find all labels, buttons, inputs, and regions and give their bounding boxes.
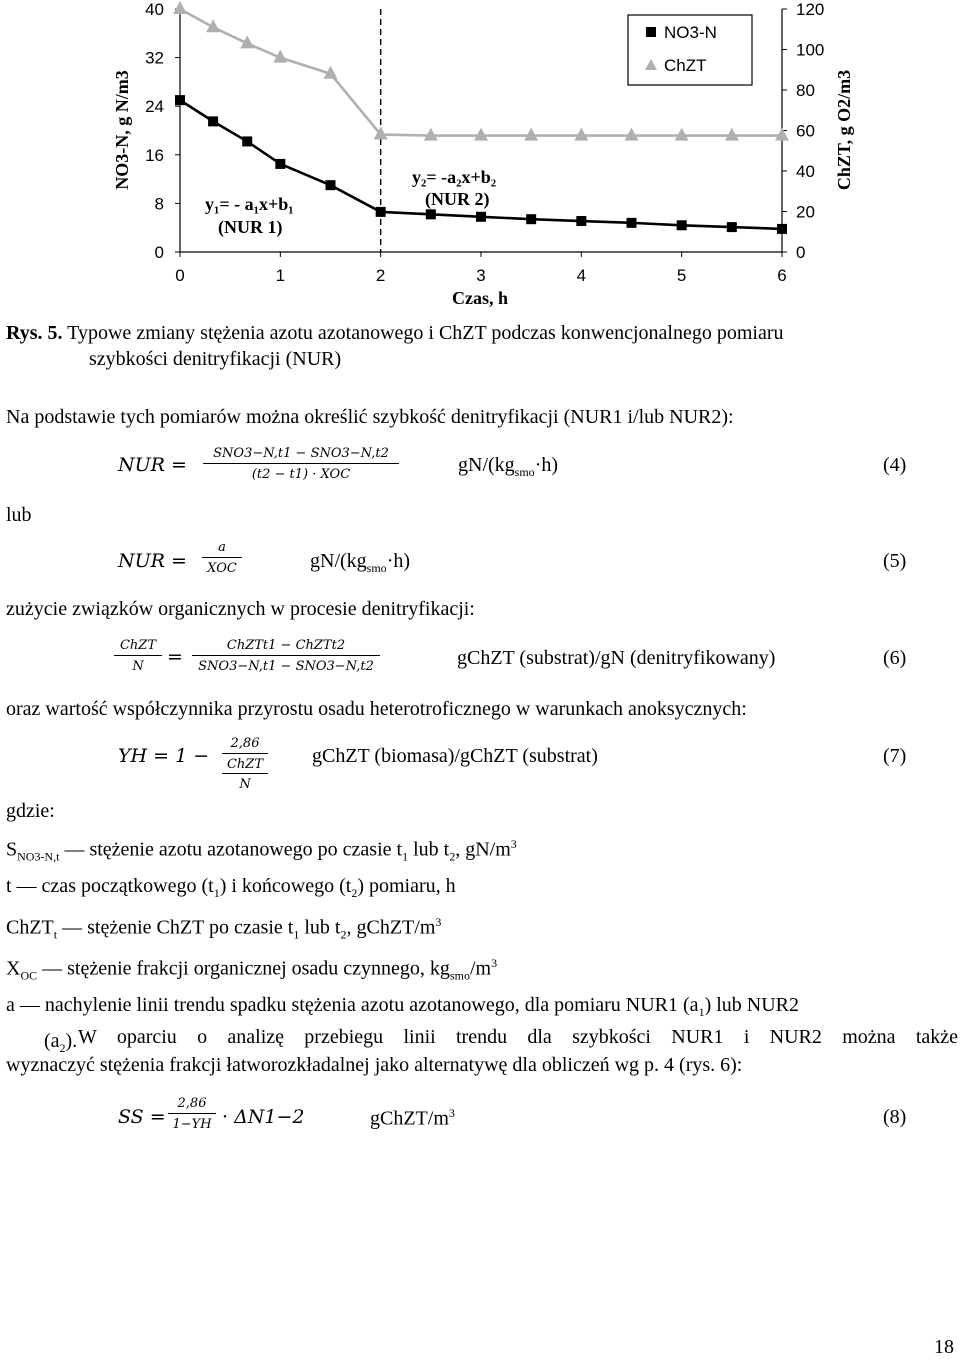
- eq8-number: (8): [883, 1106, 907, 1128]
- x-tick-label: 5: [676, 266, 687, 285]
- eq5-lhs: NUR =: [118, 550, 187, 572]
- eq8-fraction: [168, 1096, 216, 1132]
- eq4-fraction: [203, 446, 399, 482]
- eq4-unit: $gN/(kg_{smo}\cdot h)$: [458, 454, 559, 479]
- x-tick-label: 1: [275, 266, 286, 285]
- y-right-tick-label: 80: [796, 81, 815, 100]
- y-right-tick-label: 60: [796, 121, 815, 141]
- y-left-tick-label: 24: [145, 97, 164, 117]
- y-right-tick-label: 40: [796, 162, 815, 181]
- y-left-axis-label: NO3-N, g N/m3: [112, 70, 132, 190]
- annotation-nur1-equation: y₁= - a₁x+b₁: [205, 194, 294, 214]
- eq5-number: (5): [883, 550, 907, 572]
- eq8-denominator: 1−YH: [172, 1117, 212, 1132]
- chzt-data-point: [725, 128, 739, 141]
- paragraph-final-line1: W oparciu o analizę przebiegu linii trendu dla szybkości NUR1 i NUR2 można także: [78, 1026, 958, 1048]
- eq7-numerator: 2,86: [222, 736, 268, 754]
- eq6-equals: =: [167, 646, 183, 668]
- figure-caption: [6, 320, 784, 372]
- no3n-data-point: [526, 214, 536, 224]
- y-left-tick-label: 32: [145, 48, 164, 68]
- y-right-tick-label: 20: [796, 202, 815, 222]
- no3n-data-point: [627, 218, 637, 228]
- no3n-data-point: [208, 116, 218, 126]
- gdzie-label: gdzie:: [6, 800, 55, 822]
- y-right-axis-label: ChZT, g O2/m3: [834, 69, 854, 191]
- chzt-data-point: [424, 128, 438, 141]
- eq6-fraction: [192, 638, 380, 674]
- eq8-unit: gChZT/$m^3$: [370, 1106, 455, 1130]
- eq5-denominator: XOC: [207, 561, 237, 576]
- y-left-tick-label: 16: [145, 145, 164, 165]
- no3n-data-point: [426, 209, 436, 219]
- x-tick-label: 2: [375, 266, 386, 285]
- definition-a-cont: $(a_2)$.: [44, 1029, 78, 1055]
- eq4-number: (4): [883, 454, 907, 476]
- no3n-data-point: [376, 207, 386, 217]
- eq6-denominator: SNO3−N,t1 − SNO3−N,t2: [198, 659, 374, 674]
- y-right-tick-label: 0: [796, 243, 806, 262]
- page-number: 18: [934, 1336, 954, 1358]
- annotation-nur2-label: (NUR 2): [425, 189, 490, 209]
- legend-marker-no3n: [646, 27, 656, 37]
- no3n-data-point: [476, 212, 486, 222]
- no3n-data-point: [175, 95, 185, 105]
- caption-label: Rys. 5.: [6, 322, 63, 344]
- chzt-data-point: [775, 128, 789, 141]
- no3n-data-point: [777, 224, 787, 234]
- no3n-data-point: [727, 222, 737, 232]
- definition-chzt: ChZT$_t$ — stężenie ChZT po czasie $t_1$ lub $t_2$, gChZT/$m^3$: [6, 914, 442, 942]
- chzt-data-point: [625, 128, 639, 141]
- chzt-data-point: [524, 128, 538, 141]
- no3n-data-point: [326, 180, 336, 190]
- eq6-numerator: ChZTt1 − ChZTt2: [192, 638, 380, 656]
- eq6-number: (6): [883, 647, 907, 669]
- eq5-unit: $gN/(kg_{smo}\cdot h)$: [310, 550, 411, 575]
- legend-label-chzt: ChZT: [664, 56, 707, 75]
- no3n-data-point: [576, 216, 586, 226]
- y-left-tick-label: 0: [154, 243, 164, 262]
- caption-text-line1: Typowe zmiany stężenia azotu azotanowego i ChZT podczas konwencjonalnego pomiaru: [67, 322, 784, 344]
- definition-t: t — czas początkowego $(t_1)$ i końcowego $(t_2)$ pomiaru, h: [6, 874, 456, 900]
- eq7-unit: gChZT (biomasa)/gChZT (substrat): [312, 745, 598, 767]
- y-right-tick-label: 100: [796, 40, 825, 60]
- eq4-denominator: (t2 − t1) · XOC: [251, 467, 351, 482]
- x-tick-label: 0: [175, 266, 185, 285]
- definition-snon: $S_{NO3-N,t}$ — stężenie azotu azotanowego po czasie $t_1$ lub $t_2$, $gN/m^3$: [6, 837, 517, 864]
- definition-xoc: $X_{OC}$ — stężenie frakcji organicznej osadu czynnego, $kg_{smo}/m^3$: [6, 956, 498, 983]
- eq4-numerator: SNO3−N,t1 − SNO3−N,t2: [203, 446, 399, 464]
- x-tick-label: 4: [576, 266, 587, 285]
- legend-label-no3n: NO3-N: [664, 23, 717, 42]
- eq8-lhs: SS =: [118, 1106, 166, 1128]
- y-right-tick-label: 120: [796, 0, 825, 19]
- y-left-tick-label: 8: [154, 194, 164, 214]
- paragraph-oraz: oraz wartość współczynnika przyrostu osadu heterotroficznego w warunkach anoksycznych:: [6, 698, 747, 720]
- no3n-data-point: [275, 159, 285, 169]
- nur-chart: [0, 0, 960, 320]
- eq8-rhs: · ΔN1−2: [222, 1106, 305, 1128]
- x-tick-label: 3: [476, 266, 486, 285]
- chzt-data-point: [675, 128, 689, 141]
- paragraph-nur: Na podstawie tych pomiarów można określić szybkość denitryfikacji (NUR1 i/lub NUR2):: [6, 406, 734, 428]
- annotation-nur1-label: (NUR 1): [218, 217, 283, 237]
- y-left-tick-label: 40: [145, 0, 164, 19]
- chzt-data-point: [173, 1, 187, 14]
- caption-text-line2: szybkości denitryfikacji (NUR): [89, 348, 342, 370]
- chzt-data-point: [474, 128, 488, 141]
- chzt-data-point: [574, 128, 588, 141]
- eq7-number: (7): [883, 745, 907, 767]
- eq7-lhs: YH = 1 −: [118, 745, 210, 767]
- eq4-lhs: NUR =: [118, 454, 187, 476]
- definition-a: a — nachylenie linii trendu spadku stężenia azotu azotanowego, dla pomiaru NUR1 $(a_1)$ lub NUR2: [6, 993, 800, 1019]
- x-tick-label: 6: [777, 266, 787, 285]
- x-axis-label: Czas, h: [451, 288, 509, 308]
- paragraph-zuzycie: zużycie związków organicznych w procesie denitryfikacji:: [6, 598, 475, 620]
- eq6-lhs-fraction: ChZT N: [114, 638, 162, 674]
- eq8-numerator: 2,86: [168, 1096, 216, 1114]
- eq6-unit: gChZT (substrat)/gN (denitryfikowany): [457, 647, 776, 669]
- paragraph-final-line2: wyznaczyć stężenia frakcji łatworozkładalnej jako alternatywę dla obliczeń wg p. 4 (rys. 6):: [6, 1054, 743, 1076]
- no3n-data-point: [677, 220, 687, 230]
- lub-label: lub: [6, 504, 32, 526]
- eq5-fraction: [202, 540, 242, 576]
- annotation-nur2-equation: y₂= -a₂x+b₂: [412, 167, 497, 187]
- eq5-numerator: a: [202, 540, 242, 558]
- eq7-fraction: 2,86 ChZT N: [222, 736, 268, 792]
- chart-legend: [628, 15, 752, 85]
- no3n-data-point: [242, 136, 252, 146]
